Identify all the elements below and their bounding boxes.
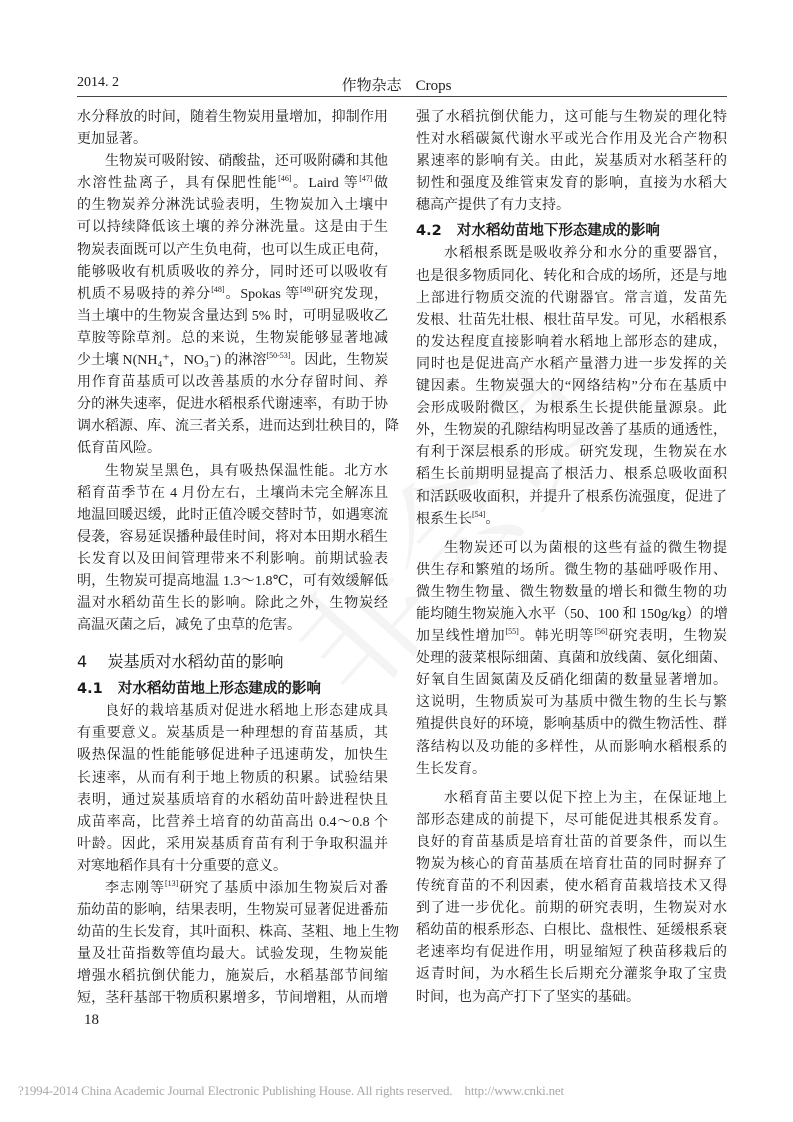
- citation-reference: [46]: [278, 174, 292, 184]
- text-segment: 微生物生物量、微生物数量的增长和微生物的功: [416, 584, 727, 600]
- text-segment: 良好的栽培基质对促进水稻地上形态建成具: [105, 704, 388, 720]
- text-line: [77, 284, 388, 306]
- text-segment: 返青时间，为水稻生长后期充分灌浆争取了宝贵: [416, 967, 727, 983]
- text-segment: 对寒地稻作具有十分重要的意义。: [77, 858, 287, 874]
- citation-reference: [49]: [300, 284, 314, 294]
- text-segment: 累速率的影响有关。由此，炭基质对水稻茎秆的: [416, 154, 727, 170]
- citation-reference: [55]: [505, 627, 519, 637]
- text-line: [416, 920, 727, 942]
- text-segment: 的生物炭养分淋洗试验表明，生物炭加入土壤中: [77, 198, 388, 214]
- journal-title-cn: 作物杂志: [341, 78, 402, 94]
- citation-reference: [47]: [359, 174, 373, 184]
- citation-reference: [13]: [164, 879, 179, 888]
- citation-reference: [54]: [472, 509, 486, 519]
- text-line: [416, 195, 727, 217]
- citation-reference: [56]: [594, 627, 608, 637]
- text-segment: 生物炭还可以为菌根的这些有益的微生物提: [444, 540, 727, 556]
- text-segment: 这说明，生物质炭可为基质中微生物的生长与繁: [416, 695, 727, 711]
- text-segment: 。韩光明等: [518, 629, 595, 645]
- text-line: [416, 582, 727, 604]
- text-line: [77, 527, 388, 549]
- section-heading: 4 炭基质对水稻幼苗的影响: [77, 652, 284, 672]
- text-segment: 水分释放的时间，随着生物炭用量增加，抑制作用: [77, 110, 388, 125]
- text-segment: 稻育苗季节在 4 月份左右，土壤尚未完全解冻且: [77, 485, 388, 501]
- text-line: [77, 549, 388, 571]
- text-line: [416, 759, 727, 781]
- text-line: [77, 107, 388, 129]
- text-segment: 。Laird 等: [291, 176, 360, 192]
- text-line: [416, 692, 727, 714]
- text-line: [416, 509, 727, 531]
- text-segment: 稻生长前期明显提高了根活力、根系总吸收面积: [416, 467, 727, 483]
- text-segment: 表明，通过炭基质培育的水稻幼苗叶龄进程快且: [77, 792, 388, 808]
- text-segment: 韧性和强度及维管束发育的影响，直接为水稻大: [416, 176, 727, 192]
- page-number: 18: [84, 1012, 99, 1028]
- text-segment: 地温回暖迟缓，此时正值冷暖交替时节，如遇寒流: [77, 507, 388, 523]
- citation-reference: [48]: [211, 284, 225, 294]
- text-line: [77, 812, 388, 834]
- text-segment: 上部进行物质交流的代谢器官。常言道，发苗先: [416, 290, 727, 306]
- paragraph: [416, 788, 727, 1009]
- text-segment: 生长发育。: [416, 761, 486, 777]
- text-segment: 长速率，从而有利于地上物质的积累。试验结果: [77, 770, 388, 786]
- text-line: [77, 151, 388, 173]
- text-segment: 分的淋失速率，促进水稻根系代谢速率，有助于协: [77, 397, 388, 413]
- journal-title-en: Crops: [415, 78, 452, 94]
- text-line: [77, 856, 388, 878]
- text-segment: 有利于深层根系的形成。研究发现，生物炭在水: [416, 445, 727, 461]
- text-line: [416, 832, 727, 854]
- text-line: [416, 266, 727, 288]
- text-segment: 同时也是促进高产水稻产量潜力进一步发挥的关: [416, 356, 727, 372]
- text-line: [416, 151, 727, 173]
- text-line: [416, 876, 727, 898]
- text-segment: 增强水稻抗倒伏能力，施炭后，水稻基部节间缩: [77, 969, 388, 985]
- text-segment: 水稻育苗主要以促下控上为主，在保证地上: [444, 790, 727, 806]
- text-segment: 长发育以及田间管理带来不利影响。前期试验表: [77, 551, 388, 567]
- text-line: [77, 505, 388, 527]
- text-segment: 研究发现，: [313, 286, 389, 302]
- text-segment: 能均随生物炭施入水平（50、100 和 150g/kg）的增: [416, 606, 728, 622]
- text-segment: 发根、壮苗先壮根、根壮苗早发。可见，水稻根系: [416, 312, 727, 328]
- text-line: [416, 626, 727, 648]
- text-line: [416, 398, 727, 420]
- text-line: [77, 306, 388, 328]
- text-segment: 。因此，生物炭: [290, 353, 389, 369]
- text-segment: 也是很多物质同化、转化和合成的场所，还是与地: [416, 268, 727, 284]
- text-segment: 时间，也为高产打下了坚实的基础。: [416, 989, 640, 1005]
- text-line: [77, 483, 388, 505]
- text-segment: 物炭表面既可以产生负电荷，也可以生成正电荷，: [77, 242, 388, 258]
- text-segment: 研究表明，生物炭: [607, 629, 728, 645]
- text-segment: 。Spokas 等: [224, 286, 301, 302]
- text-segment: 生物炭可吸附铵、硝酸盐，还可吸附磷和其他: [105, 154, 388, 170]
- text-segment: 少土壤 N(NH₄⁺，NO₃⁻) 的淋溶: [77, 353, 267, 369]
- text-segment: 茄幼苗的影响，结果表明，生物炭可显著促进番茄: [77, 903, 388, 919]
- paragraph: [77, 701, 388, 878]
- text-line: [77, 615, 388, 637]
- text-line: [416, 670, 727, 692]
- text-line: [416, 854, 727, 876]
- text-segment: 好氧自生固氮菌及反硝化细菌的数量显著增加。: [416, 673, 727, 689]
- right-column: [416, 107, 727, 1009]
- journal-title: [0, 74, 793, 95]
- journal-issue: 2014. 2: [77, 75, 119, 90]
- text-line: [77, 416, 399, 438]
- text-line: [77, 988, 388, 1010]
- text-segment: 稻幼苗的根系形态、白根比、盘根性、延缓根系衰: [416, 923, 727, 939]
- text-segment: 老速率均有促进作用，明显缩短了秧苗移栽后的: [416, 945, 727, 961]
- text-line: [77, 745, 388, 767]
- text-line: [416, 788, 727, 810]
- text-line: [416, 560, 727, 582]
- text-line: [416, 107, 727, 129]
- text-line: [416, 420, 727, 442]
- text-segment: 强了水稻抗倒伏能力，这可能与生物炭的理化特: [416, 110, 727, 125]
- text-line: [77, 438, 388, 460]
- text-line: [416, 538, 727, 560]
- text-line: [77, 173, 388, 195]
- text-line: [77, 571, 388, 593]
- subsection-heading: 4.2 对水稻幼苗地下形态建成的影响: [416, 223, 660, 240]
- text-line: [77, 350, 388, 372]
- left-column: [77, 107, 399, 1011]
- text-segment: 低育苗风险。: [77, 441, 161, 457]
- text-segment: 。: [485, 511, 500, 527]
- text-segment: 当土壤中的生物炭含量达到 5% 时，可明显吸收乙: [77, 308, 388, 324]
- text-segment: 可以持续降低该土壤的养分淋洗量。这是由于生: [77, 220, 388, 236]
- text-line: [77, 394, 388, 416]
- text-segment: 叶龄。因此，采用炭基质育苗有利于争取积温并: [77, 836, 388, 852]
- text-line: [416, 332, 727, 354]
- text-line: [77, 723, 388, 745]
- text-line: [416, 942, 727, 964]
- text-segment: 性对水稻碳氮代谢水平或光合作用及光合产物积: [416, 132, 727, 148]
- text-line: [416, 604, 727, 626]
- text-line: [416, 442, 727, 464]
- text-segment: 和活跃吸收面积，并提升了根系伤流强度，促进了: [416, 489, 727, 505]
- text-segment: 殖提供良好的环境，影响基质中的微生物活性、群: [416, 717, 727, 733]
- text-line: [416, 648, 727, 670]
- text-line: [416, 376, 727, 398]
- text-segment: 会形成吸附微区，为根系生长提供能量源泉。此: [416, 401, 727, 417]
- text-segment: 键因素。生物炭强大的“网络结构”分布在基质中: [416, 379, 727, 395]
- text-line: [77, 372, 388, 394]
- subsection-heading: 4.1 对水稻幼苗地上形态建成的影响: [77, 681, 321, 698]
- text-line: [77, 922, 399, 944]
- text-segment: 草胺等除草剂。总的来说，生物炭能够显著地减: [77, 330, 388, 346]
- text-line: [416, 243, 727, 265]
- text-line: [416, 354, 727, 376]
- text-segment: 更加显著。: [77, 132, 147, 148]
- text-line: [77, 217, 388, 239]
- text-line: [77, 768, 388, 790]
- text-line: [416, 310, 727, 332]
- text-segment: 良好的育苗基质是培育壮苗的首要条件，而以生: [416, 834, 727, 850]
- text-segment: 物炭为核心的育苗基质在培育壮苗的同时摒弃了: [416, 857, 727, 872]
- text-segment: 量及壮苗指数等值均最大。试验发现，生物炭能: [77, 947, 388, 963]
- text-segment: 吸热保温的性能能够促进种子迅速萌发，加快生: [77, 748, 388, 764]
- text-segment: 用作育苗基质可以改善基质的水分存留时间、养: [77, 375, 388, 391]
- text-segment: 落结构以及功能的多样性，从而影响水稻根系的: [416, 739, 727, 755]
- text-segment: 做: [372, 176, 389, 192]
- text-segment: 高温灭菌之后，减免了虫草的危害。: [77, 618, 301, 634]
- text-line: [416, 964, 727, 986]
- text-line: [77, 701, 388, 723]
- text-segment: 温对水稻幼苗生长的影响。除此之外，生物炭经: [77, 596, 388, 612]
- text-segment: 明，生物炭可提高地温 1.3～1.8℃，可有效缓解低: [77, 573, 388, 589]
- text-segment: 幼苗的生长发育，其叶面积、株高、茎粗、地上生物: [77, 925, 399, 941]
- text-line: [416, 487, 727, 509]
- text-segment: 短，茎秆基部干物质积累增多，节间增粗，从而增: [77, 991, 388, 1007]
- text-segment: 加呈线性增加: [416, 629, 506, 645]
- text-line: [77, 966, 388, 988]
- text-segment: 到了进一步优化。前期的研究表明，生物炭对水: [416, 901, 727, 917]
- text-segment: 能够吸收有机质吸收的养分，同时还可以吸收有: [77, 264, 388, 280]
- paragraph: [77, 461, 388, 638]
- text-segment: 调水稻源、库、流三者关系，进而达到壮秧目的，降: [77, 419, 399, 435]
- text-segment: 生物炭呈黑色，具有吸热保温性能。北方水: [105, 463, 388, 479]
- paragraph: [77, 107, 388, 151]
- text-segment: 研究了基质中添加生物炭后对番: [178, 881, 389, 896]
- text-segment: 水稻根系既是吸收养分和水分的重要器官，: [444, 246, 727, 262]
- text-line: [77, 129, 388, 151]
- text-segment: 机质不易吸持的养分: [77, 286, 212, 302]
- text-line: [77, 593, 388, 615]
- text-line: [77, 900, 388, 922]
- text-segment: 有重要意义。炭基质是一种理想的育苗基质，其: [77, 726, 388, 742]
- text-segment: 部形态建成的前提下，尽可能促进其根系发育。: [416, 812, 727, 828]
- text-line: [77, 878, 388, 900]
- text-line: [416, 129, 727, 151]
- paragraph: [416, 243, 727, 530]
- text-segment: 供生存和繁殖的场所。微生物的基础呼吸作用、: [416, 562, 727, 578]
- text-line: [416, 714, 727, 736]
- text-line: [416, 987, 727, 1009]
- header-rule: [77, 96, 727, 97]
- text-segment: 根系生长: [416, 511, 472, 527]
- text-line: [416, 464, 727, 486]
- citation-reference: [50-53]: [266, 351, 291, 361]
- text-line: [77, 834, 388, 856]
- text-segment: 成苗率高，比营养土培育的幼苗高出 0.4～0.8 个: [77, 814, 388, 830]
- text-segment: 处理的菠菜根际细菌、真菌和放线菌、氨化细菌、: [416, 651, 727, 667]
- text-line: [416, 898, 727, 920]
- text-segment: 外，生物炭的孔隙结构明显改善了基质的通透性，: [416, 423, 727, 439]
- text-segment: 传统育苗的不利因素，使水稻育苗栽培技术又得: [416, 879, 727, 895]
- text-line: [77, 944, 388, 966]
- text-segment: 侵袭，容易延误播种最佳时间，将对本田期水稻生: [77, 529, 388, 545]
- text-segment: 李志刚等: [105, 881, 165, 896]
- text-segment: 穗高产提供了有力支持。: [416, 198, 570, 214]
- text-line: [77, 195, 388, 217]
- text-line: [416, 737, 727, 759]
- paragraph: [416, 107, 727, 217]
- paragraph: [77, 878, 399, 1011]
- copyright-footer: ?1994-2014 China Academic Journal Electronic Publishing House. All rights reserved. http://www.cnki.net: [18, 1083, 564, 1098]
- text-segment: 的发达程度直接影响着水稻地上部形态的建成，: [416, 334, 727, 350]
- text-line: [416, 173, 727, 195]
- text-line: [77, 262, 388, 284]
- paragraph: [416, 538, 727, 781]
- paragraph: [77, 151, 399, 460]
- text-line: [77, 328, 388, 350]
- text-line: [416, 288, 727, 310]
- text-line: [77, 240, 388, 262]
- text-segment: 水溶性盐离子，具有保肥性能: [77, 176, 279, 192]
- text-line: [77, 461, 388, 483]
- text-line: [77, 790, 388, 812]
- text-line: [416, 810, 727, 832]
